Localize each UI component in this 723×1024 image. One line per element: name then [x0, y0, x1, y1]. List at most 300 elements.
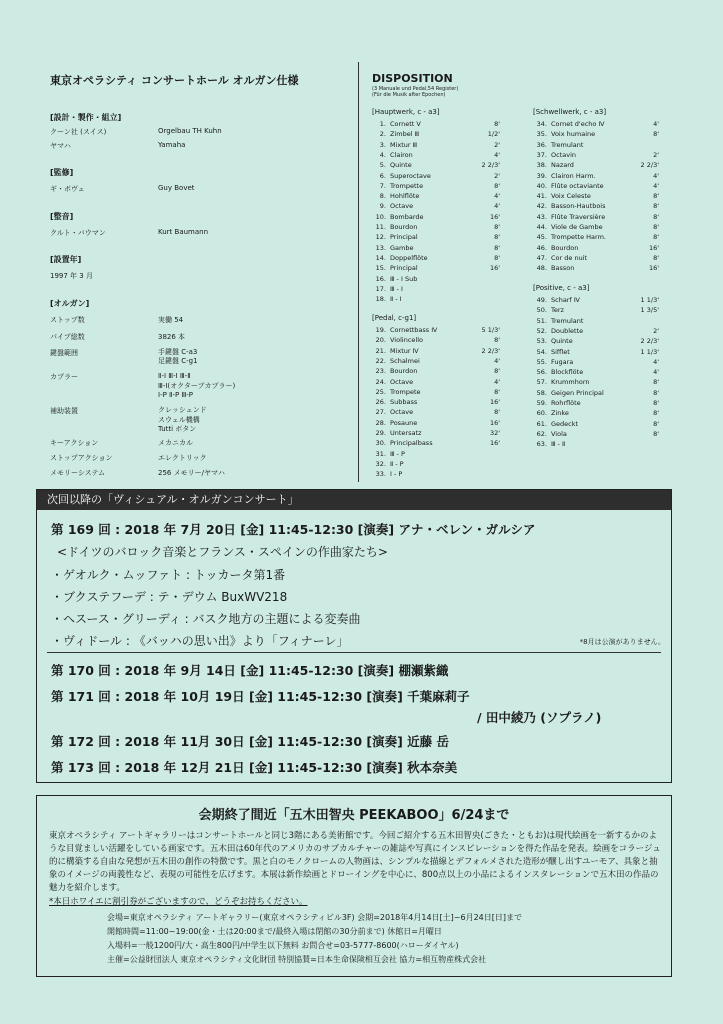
spec-value: Ⅱ-Ⅰ Ⅲ-Ⅰ Ⅲ-Ⅱ Ⅲ-Ⅰ(オクターブカプラー) Ⅰ-P Ⅱ-P Ⅲ-P [158, 372, 236, 399]
stop-name: Clairon [390, 150, 413, 159]
concert-header [37, 490, 671, 510]
stop-name: Bourdon [390, 367, 418, 376]
stop-row [533, 389, 659, 399]
stop-name: Ⅲ - P [390, 449, 405, 458]
stop-name: Untersatz [390, 429, 422, 437]
section-heading: [整音] [50, 212, 74, 221]
stop-pitch: 8' [653, 409, 659, 418]
concert-169: 第 169 回 : 2018 年 7月 20日 [金] 11:45-12:30 [演奏] アナ・ベレン・ガルシア [51, 522, 536, 537]
stop-number: 18. [375, 295, 386, 304]
stop-number: 10. [375, 212, 386, 221]
stop-number: 24. [375, 377, 386, 386]
stop-row [372, 336, 500, 346]
section-heading: [オルガン] [50, 299, 90, 308]
stop-row [533, 378, 659, 388]
stop-number: 6. [379, 171, 386, 180]
stop-pitch: 4' [494, 202, 500, 211]
stop-name: Doppelflöte [390, 253, 428, 262]
stop-number: 12. [375, 233, 386, 242]
stop-pitch: 4' [653, 181, 659, 190]
stop-pitch: 8' [653, 419, 659, 428]
stop-pitch: 2 2/3' [640, 337, 659, 346]
stop-row [533, 440, 659, 450]
stop-number: 42. [536, 202, 547, 211]
stop-pitch: 4' [653, 357, 659, 366]
stop-row [533, 233, 659, 243]
section-heading: [監修] [50, 168, 74, 177]
stop-number: 52. [536, 326, 547, 335]
stop-number: 31. [375, 449, 386, 458]
stop-number: 51. [536, 316, 547, 325]
stop-row [372, 367, 500, 377]
stop-pitch: 8' [653, 253, 659, 262]
stop-row [533, 172, 659, 182]
stop-name: Subbass [390, 398, 418, 407]
stop-pitch: 8' [494, 120, 500, 128]
stop-number: 50. [536, 306, 547, 315]
stop-pitch: 8' [653, 388, 659, 397]
stop-number: 5. [379, 161, 386, 170]
stop-name: Nazard [551, 161, 574, 170]
disposition-title: DISPOSITION [372, 72, 453, 85]
stop-row [372, 470, 500, 480]
stop-pitch: 4' [653, 120, 659, 128]
stop-number: 2. [379, 130, 386, 139]
stop-name: Quinte [390, 161, 412, 170]
concert-169-subtitle: <ドイツのバロック音楽とフランス・スペインの作曲家たち> [57, 545, 388, 559]
stop-pitch: 2 2/3' [481, 346, 500, 355]
stop-pitch: 8' [494, 181, 500, 190]
stop-number: 28. [375, 418, 386, 427]
stop-number: 55. [536, 357, 547, 366]
stop-pitch: 8' [494, 408, 500, 417]
stop-row [372, 378, 500, 388]
spec-value: 実働 54 [158, 316, 184, 324]
stop-row [372, 223, 500, 233]
stop-pitch: 32' [489, 429, 500, 437]
spec-key: キーアクション [50, 439, 99, 447]
stop-name: Tremulant [551, 316, 584, 325]
stop-number: 11. [375, 223, 386, 231]
stop-name: Flûte Traversière [551, 212, 606, 221]
stop-row [372, 254, 500, 264]
stop-name: Bombarde [390, 212, 424, 221]
stop-row [533, 296, 659, 306]
stop-number: 27. [375, 408, 386, 417]
stop-number: 44. [536, 223, 547, 231]
stop-number: 21. [375, 346, 386, 355]
stop-number: 58. [536, 388, 547, 397]
concert-172: 第 172 回 : 2018 年 11月 30日 [金] 11:45-12:30 [演奏] 近藤 岳 [51, 734, 450, 749]
stop-number: 60. [536, 409, 547, 418]
stop-pitch: 16' [489, 398, 500, 407]
stop-row [533, 430, 659, 440]
stop-row [372, 182, 500, 192]
stop-name: Superoctave [390, 171, 431, 180]
stop-row [533, 182, 659, 192]
stop-row [372, 244, 500, 254]
stop-name: Fugara [551, 357, 574, 366]
stop-pitch: 8' [494, 367, 500, 376]
stop-row [372, 295, 500, 305]
stop-number: 8. [379, 192, 386, 201]
group-hauptwerk: [Hauptwerk, c - a3] [372, 108, 440, 116]
stop-pitch: 8' [494, 223, 500, 231]
stop-number: 16. [375, 274, 386, 283]
stop-name: Voix humaine [551, 130, 596, 139]
stop-pitch: 8' [653, 202, 659, 211]
stop-name: Ⅰ - P [390, 470, 403, 479]
stop-pitch: 16' [648, 264, 659, 273]
stop-name: Octave [390, 408, 414, 417]
stop-row [533, 244, 659, 254]
spec-value: Yamaha [158, 141, 186, 149]
section-heading: [設計・製作・組立] [50, 113, 122, 122]
stop-row [372, 233, 500, 243]
stop-name: Cornett Ⅴ [390, 120, 421, 128]
stop-number: 39. [536, 171, 547, 180]
program-item: ・ヘスース・グリーディ : バスク地方の主題による変奏曲 [51, 612, 361, 626]
stop-row [372, 357, 500, 367]
stop-pitch: 8' [653, 130, 659, 139]
stop-pitch: 1 3/5' [640, 306, 659, 315]
stop-name: Ⅲ - Ⅰ [390, 284, 403, 293]
concert-171: 第 171 回 : 2018 年 10月 19日 [金] 11:45-12:30 [演奏] 千葉麻莉子 [51, 689, 470, 704]
stop-pitch: 8' [653, 223, 659, 231]
stop-name: Octave [390, 377, 414, 386]
stop-name: Sifflet [551, 347, 570, 356]
stop-pitch: 4' [653, 171, 659, 180]
stop-row [533, 399, 659, 409]
stop-name: Doublette [551, 326, 584, 335]
stop-row [533, 337, 659, 347]
stop-row [533, 254, 659, 264]
spec-key: パイプ総数 [50, 333, 85, 341]
stop-number: 19. [375, 326, 386, 334]
stop-number: 34. [536, 120, 547, 128]
gallery-info-line: 会場=東京オペラシティ アートギャラリー(東京オペラシティビル3F) 会期=2018年4月14日[土]~6月24日[日]まで [107, 913, 522, 922]
stop-name: Cor de nuit [551, 253, 588, 262]
stop-row [372, 450, 500, 460]
stop-number: 56. [536, 368, 547, 377]
stop-name: Gedeckt [551, 419, 579, 428]
stop-name: Blockflöte [551, 368, 584, 377]
stop-number: 46. [536, 243, 547, 252]
stop-row [372, 120, 500, 130]
stop-row [372, 388, 500, 398]
stop-name: Geigen Principal [551, 388, 604, 397]
stop-row [533, 409, 659, 419]
stop-name: Scharf Ⅳ [551, 296, 580, 304]
stop-row [533, 358, 659, 368]
stop-pitch: 1 1/3' [640, 296, 659, 304]
stop-number: 61. [536, 419, 547, 428]
spec-key: カプラー [50, 373, 78, 381]
stop-row [372, 398, 500, 408]
stop-pitch: 16' [489, 439, 500, 448]
spec-key: 補助装置 [50, 407, 78, 415]
stop-name: Violincello [390, 336, 423, 345]
stop-pitch: 2' [494, 140, 500, 149]
stop-number: 57. [536, 378, 547, 387]
stop-number: 22. [375, 356, 386, 365]
group-positive: [Positive, c - a3] [533, 284, 590, 292]
stop-number: 32. [375, 459, 386, 468]
stop-row [372, 151, 500, 161]
august-note: *8月は公演がありません。 [579, 638, 665, 646]
stop-name: Trompette [390, 181, 424, 190]
stop-number: 63. [536, 440, 547, 449]
stop-row [372, 419, 500, 429]
stop-row [533, 213, 659, 223]
stop-name: Ⅱ - P [390, 459, 404, 468]
stop-row [533, 348, 659, 358]
stop-name: Cornettbass Ⅳ [390, 326, 438, 334]
spec-key: ギ・ボヴェ [50, 185, 85, 193]
spec-title: 東京オペラシティ コンサートホール オルガン仕様 [50, 74, 299, 87]
stop-row [533, 202, 659, 212]
stop-name: Bourdon [551, 243, 579, 252]
program-item: ・ヴィドール : 《バッハの思い出》より「フィナーレ」 [51, 634, 349, 648]
stop-row [372, 429, 500, 439]
spec-value: Orgelbau TH Kuhn [158, 127, 222, 135]
program-item: ・ブクステフーデ : テ・デウム BuxWV218 [51, 590, 288, 604]
concert-170: 第 170 回 : 2018 年 9月 14日 [金] 11:45-12:30 [演奏] 棚瀬紫織 [51, 663, 449, 678]
stop-pitch: 4' [494, 356, 500, 365]
stop-number: 4. [379, 150, 386, 159]
stop-name: Posaune [390, 418, 418, 427]
gallery-body: 東京オペラシティ アートギャラリーはコンサートホールと同じ3階にある美術館です。今回ご紹介する五木田智央(ごきた・ともお)は現代絵画を一新するかのような目覚ましい活躍をしている画家です。五木田は60年代のアメリカのサブカルチャーの雑誌や写真にインスピレーションを得た作品を発表。絵画をコラージュ的に構築する自由な発想が五木田の創作の特徴です。黒と白のモノクロームの人物画は、シンプルな描線とデフォルメされた造形が醸し出すユーモア、具象と抽象のイメージの両義性など、表現の可能性を広げます。本展は新作絵画とドローイングを中心に、800点以上の小品によるインスタレーションで五木田の作品の魅力を紹介します。 [49, 831, 661, 893]
stop-name: Ⅱ - Ⅰ [390, 295, 402, 304]
spec-value: メカニカル [158, 439, 193, 447]
gallery-info-line: 開館時間=11:00~19:00(金・土は20:00まで/最終入場は閉館の30分前まで) 休館日=月曜日 [107, 927, 442, 936]
stop-row [533, 368, 659, 378]
stop-pitch: 4' [494, 377, 500, 386]
stop-name: Principalbass [390, 439, 433, 448]
stop-number: 25. [375, 387, 386, 396]
stop-name: Quinte [551, 337, 573, 346]
stop-pitch: 8' [494, 387, 500, 396]
stop-name: Octave [390, 202, 414, 211]
gallery-title: 会期終了間近「五木田智央 PEEKABOO」6/24まで [198, 808, 510, 823]
concert-173: 第 173 回 : 2018 年 12月 21日 [金] 11:45-12:30 [演奏] 秋本奈美 [51, 760, 458, 775]
stop-pitch: 8' [653, 429, 659, 438]
stop-number: 23. [375, 367, 386, 376]
gallery-note: *本日ホワイエに割引券がございますので、どうぞお持ちください。 [49, 897, 308, 907]
stop-pitch: 2' [653, 326, 659, 335]
stop-row [372, 213, 500, 223]
disposition-subtitle-line: (3 Manuale und Pedal,54 Register) [372, 86, 459, 92]
stop-pitch: 1/2' [487, 130, 500, 139]
stop-name: Flûte octaviante [551, 181, 604, 190]
stop-number: 29. [375, 429, 386, 437]
stop-name: Voix Celeste [551, 192, 591, 201]
stop-name: Viola [551, 429, 567, 438]
stop-number: 41. [536, 192, 547, 201]
disposition-subtitle-line: (Für die Musik after Epochen) [372, 92, 446, 98]
stop-pitch: 8' [653, 212, 659, 221]
stop-number: 47. [536, 253, 547, 262]
stop-pitch: 8' [653, 399, 659, 407]
spec-value: 3826 本 [158, 333, 186, 341]
stop-row [533, 161, 659, 171]
stop-pitch: 16' [489, 212, 500, 221]
stop-number: 54. [536, 347, 547, 356]
stop-number: 53. [536, 337, 547, 346]
stop-name: Tremulant [551, 140, 584, 149]
stop-pitch: 1 1/3' [640, 347, 659, 356]
stop-row [372, 264, 500, 274]
stop-name: Basson-Hautbois [551, 202, 606, 211]
stop-row [372, 460, 500, 470]
stop-pitch: 8' [494, 233, 500, 242]
stop-pitch: 2 2/3' [481, 161, 500, 170]
stop-pitch: 8' [494, 243, 500, 252]
stop-number: 45. [536, 233, 547, 242]
stop-row [372, 347, 500, 357]
stop-row [372, 130, 500, 140]
stop-pitch: 2 2/3' [640, 161, 659, 170]
stop-number: 13. [375, 243, 386, 252]
stop-row [533, 317, 659, 327]
stop-pitch: 2' [494, 171, 500, 180]
stop-number: 33. [375, 470, 386, 479]
stop-name: Principal [390, 264, 418, 273]
gallery-info-line: 入場料=一般1200円/大・高生800円/中学生以下無料 お問合せ=03-5777-8600(ハローダイヤル) [107, 941, 459, 950]
stop-name: Clairon Harm. [551, 171, 596, 180]
spec-key: ストップ数 [50, 316, 85, 324]
stop-pitch: 8' [494, 336, 500, 345]
stop-name: Trompette Harm. [551, 233, 606, 242]
stop-number: 35. [536, 130, 547, 139]
stop-number: 20. [375, 336, 386, 345]
stop-pitch: 16' [489, 418, 500, 427]
stop-name: Cornet d'echo Ⅳ [551, 120, 605, 128]
stop-pitch: 4' [494, 150, 500, 159]
stop-name: Octavin [551, 150, 576, 159]
stop-name: Ⅲ - Ⅰ Sub [390, 274, 418, 283]
spec-key: クーン社 (スイス) [50, 128, 107, 136]
stop-name: Rohrflöte [551, 399, 581, 407]
program-item: ・ゲオルク・ムッファト : トッカータ第1番 [51, 568, 286, 582]
stop-row [533, 327, 659, 337]
spec-value: 256 メモリー/ヤマハ [158, 469, 225, 477]
stop-name: Ⅲ - Ⅱ [551, 440, 566, 449]
spec-value: エレクトリック [158, 454, 207, 462]
stop-row [533, 141, 659, 151]
stop-row [372, 172, 500, 182]
gallery-box [36, 795, 672, 977]
stop-number: 9. [379, 202, 386, 211]
stop-pitch: 16' [648, 243, 659, 252]
spec-key: 鍵盤範囲 [50, 349, 78, 357]
stop-number: 36. [536, 140, 547, 149]
stop-pitch: 4' [494, 192, 500, 201]
divider [47, 652, 661, 653]
stop-row [533, 130, 659, 140]
stop-pitch: 4' [653, 368, 659, 377]
stop-name: Gambe [390, 243, 414, 252]
column-divider [358, 62, 359, 482]
stop-number: 59. [536, 399, 547, 407]
stop-number: 15. [375, 264, 386, 273]
stop-row [533, 264, 659, 274]
spec-value: 手鍵盤 C-a3 足鍵盤 C-g1 [158, 348, 198, 365]
stop-name: Mixtur Ⅲ [390, 140, 418, 149]
stop-pitch: 8' [653, 378, 659, 387]
stop-name: Basson [551, 264, 575, 273]
stop-row [372, 326, 500, 336]
group-schwellwerk: [Schwellwerk, c - a3] [533, 108, 607, 116]
stop-name: Krummhorn [551, 378, 590, 387]
stop-number: 62. [536, 429, 547, 438]
stop-pitch: 16' [489, 264, 500, 273]
stop-number: 17. [375, 284, 386, 293]
spec-key: ストップアクション [50, 454, 113, 462]
stop-name: Trompete [390, 387, 421, 396]
stop-number: 3. [379, 140, 386, 149]
stop-number: 49. [536, 296, 547, 304]
stop-number: 30. [375, 439, 386, 448]
stop-number: 37. [536, 150, 547, 159]
spec-value: Kurt Baumann [158, 228, 209, 236]
stop-number: 40. [536, 181, 547, 190]
stop-pitch: 8' [494, 253, 500, 262]
spec-value: クレッシェンド スウェル機構 Tutti ボタン [158, 406, 207, 433]
stop-row [372, 285, 500, 295]
concert-header-text: 次回以降の「ヴィシュアル・オルガンコンサート」 [47, 493, 299, 506]
stop-name: Viole de Gambe [551, 223, 603, 231]
stop-row [372, 161, 500, 171]
stop-row [533, 420, 659, 430]
stop-number: 14. [375, 253, 386, 262]
stop-pitch: 8' [653, 233, 659, 242]
stop-row [372, 192, 500, 202]
stop-name: Zimbel Ⅲ [390, 130, 420, 139]
stop-number: 7. [379, 181, 386, 190]
spec-key: 1997 年 3 月 [50, 272, 93, 280]
stop-row [533, 151, 659, 161]
spec-key: クルト・バウマン [50, 229, 106, 237]
stop-row [372, 408, 500, 418]
stop-number: 43. [536, 212, 547, 221]
stop-row [372, 141, 500, 151]
concert-171-guest: / 田中綾乃 (ソプラノ) [477, 710, 602, 725]
stop-number: 26. [375, 398, 386, 407]
spec-key: ヤマハ [50, 142, 71, 150]
stop-pitch: 5 1/3' [481, 326, 500, 334]
stop-name: Hohlflöte [390, 192, 420, 201]
gallery-info-line: 主催=公益財団法人 東京オペラシティ文化財団 特別協賛=日本生命保険相互会社 協力=相互物産株式会社 [107, 955, 487, 964]
stop-row [372, 439, 500, 449]
stop-name: Principal [390, 233, 418, 242]
disposition-subtitle [372, 86, 458, 98]
stop-row [533, 120, 659, 130]
stop-number: 38. [536, 161, 547, 170]
stop-row [533, 306, 659, 316]
stop-name: Zinke [551, 409, 569, 418]
concert-schedule-box [36, 489, 672, 783]
stop-row [372, 275, 500, 285]
stop-name: Bourdon [390, 223, 418, 231]
stop-name: Mixtur Ⅳ [390, 346, 419, 355]
stop-pitch: 2' [653, 150, 659, 159]
stop-row [533, 223, 659, 233]
spec-value: Guy Bovet [158, 184, 195, 192]
stop-pitch: 8' [653, 192, 659, 201]
stop-name: Schalmei [390, 356, 420, 365]
stop-row [372, 202, 500, 212]
